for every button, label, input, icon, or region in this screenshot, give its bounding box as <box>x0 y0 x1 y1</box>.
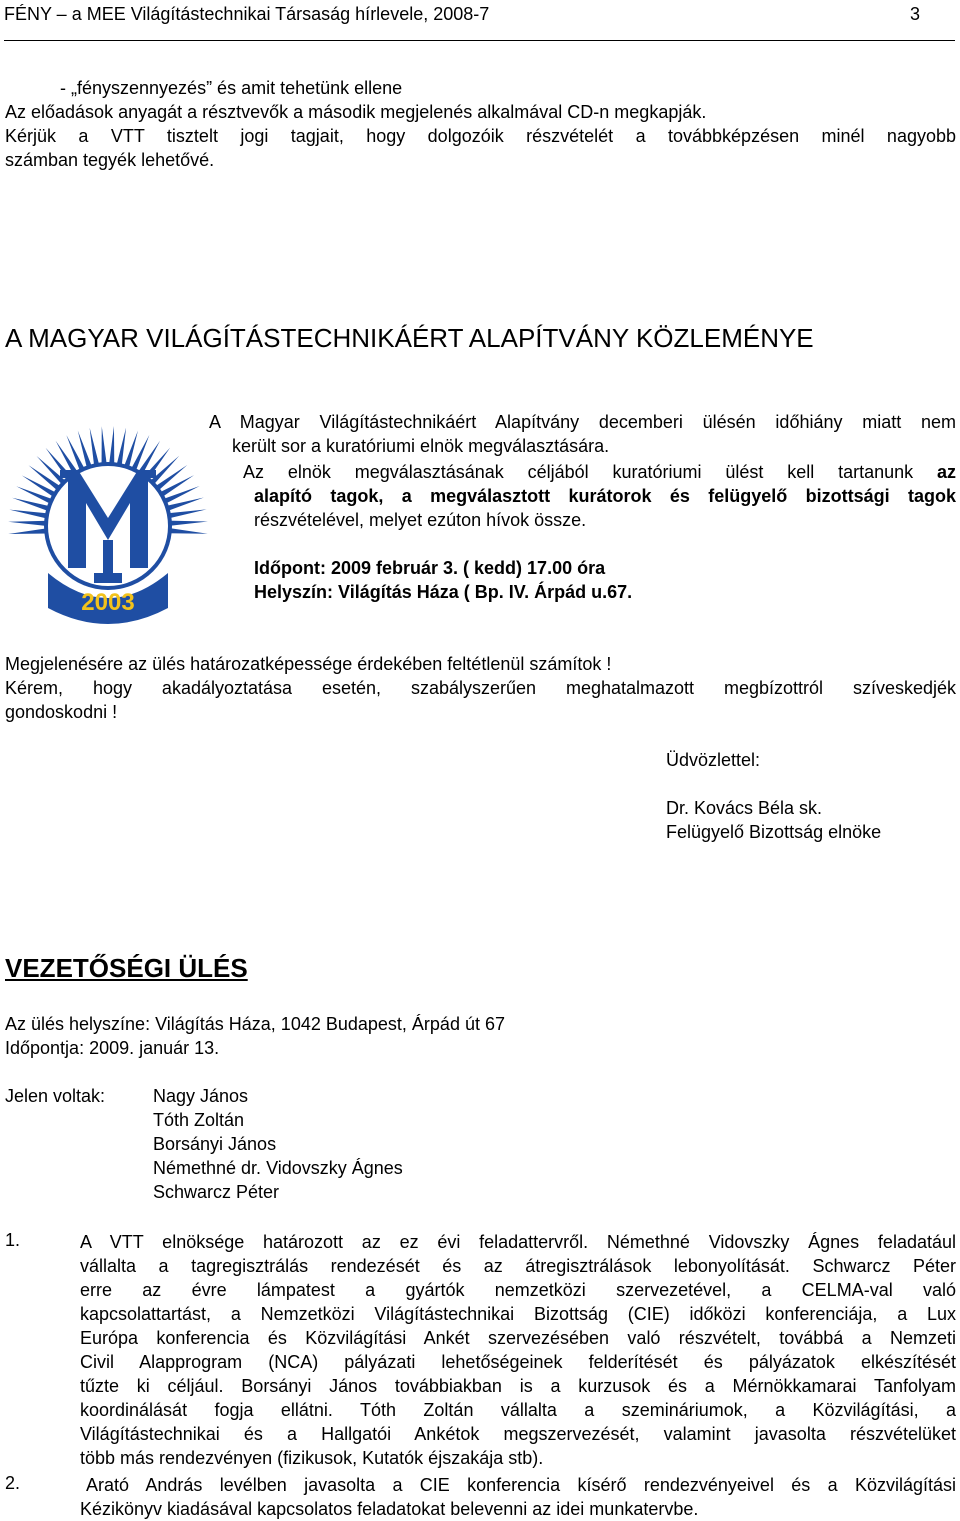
logo-ray <box>168 521 208 526</box>
logo-ray <box>116 428 126 468</box>
item-line: Világítástechnikai és a Hallgatói Ankétok megszervezését, valamint javasolta részvételüket <box>80 1424 956 1444</box>
logo-ray <box>102 426 107 466</box>
meeting-time: Időpont: 2009 február 3. ( kedd) 17.00 óra <box>254 558 606 578</box>
present-name: Schwarcz Péter <box>153 1182 280 1202</box>
item-line: Európa konferencia és Közvilágítási Ankét szervezésében való részvételt, továbbá a Nemzeti <box>80 1328 956 1348</box>
item-line: Civil Alapprogram (NCA) pályázati lehetőségeinek felderítését és pályázatok elkészítését <box>80 1352 956 1372</box>
logo-year: 2003 <box>81 589 135 616</box>
present-list <box>153 1084 403 1204</box>
foundation-p1-line1: A Magyar Világítástechnikáért Alapítvány decemberi ülésén időhiány miatt nem <box>209 412 956 432</box>
foundation-logo <box>8 408 208 646</box>
item-number: 2. <box>5 1473 21 1493</box>
foundation-heading: A MAGYAR VILÁGÍTÁSTECHNIKÁÉRT ALAPÍTVÁNY KÖZLEMÉNYE <box>5 323 814 353</box>
signer-title: Felügyelő Bizottság elnöke <box>666 822 882 842</box>
item-line: A VTT elnöksége határozott az ez évi feladattervről. Némethné Vidovszky Ágnes feladatául <box>80 1232 956 1252</box>
p2-normal: Az elnök megválasztásának céljából kuratóriumi ülést kell tartanunk <box>243 462 914 482</box>
item-text <box>80 1230 956 1470</box>
logo-ray <box>8 521 48 526</box>
meeting-venue: Az ülés helyszíne: Világítás Háza, 1042 Budapest, Árpád út 67 <box>5 1014 505 1034</box>
item-line: több más rendezvényen (fizikusok, Kutatók éjszakája stb). <box>80 1448 544 1468</box>
header-rule <box>4 40 955 41</box>
item-line: tűzte ki céljául. Borsányi János továbbiakban is a kurzusok és a Mérnökkamarai Tanfolyam <box>80 1376 956 1396</box>
item-line: kapcsolattartást, a Nemzetközi Világítástechnikai Bizottság (CIE) időközi konferenciája, a Lux <box>80 1304 956 1324</box>
intro-line-3: számban tegyék lehetővé. <box>5 150 215 170</box>
meeting-heading: VEZETŐSÉGI ÜLÉS <box>5 953 248 983</box>
logo-ray <box>8 528 48 534</box>
logo-ray <box>130 435 149 473</box>
intro-bullet: - „fényszennyezés” és amit tehetünk ellene <box>60 78 403 98</box>
foundation-p1-line2: került sor a kuratóriumi elnök megválasztására. <box>232 436 610 456</box>
logo-ray <box>90 428 100 468</box>
header-title: FÉNY – a MEE Világítástechnikai Társaság hírlevele, 2008-7 <box>4 4 490 24</box>
page-number: 3 <box>910 4 921 24</box>
present-name: Tóth Zoltán <box>153 1110 245 1130</box>
present-name: Nagy János <box>153 1086 249 1106</box>
present-label: Jelen voltak: <box>5 1086 106 1106</box>
logo-ray <box>109 426 114 466</box>
foundation-p2-line2: alapító tagok, a megválasztott kurátorok és felügyelő bizottsági tagok <box>254 486 956 506</box>
item-text <box>80 1473 956 1521</box>
item-line: vállalta a tagregisztrálás rendezését és az átregisztrálások lebonyolítását. Schwarcz Péter <box>80 1256 956 1276</box>
item-line: koordinálását fogja ellátni. Tóth Zoltán vállalta a szemináriumok, a Közvilágítási, a <box>80 1400 956 1420</box>
logo-ray <box>66 435 85 473</box>
foundation-p2-line1 <box>243 460 956 484</box>
logo-ray <box>168 528 208 534</box>
item-line: Arató András levélben javasolta a CIE konferencia kísérő rendezvényeivel és a Közvilágítási <box>86 1475 956 1495</box>
intro-line-1: Az előadások anyagát a résztvevők a második megjelenés alkalmával CD-n megkapják. <box>5 102 707 122</box>
logo-ray <box>167 509 207 518</box>
foundation-note-1: Megjelenésére az ülés határozatképessége érdekében feltétlenül számítok ! <box>5 654 612 674</box>
present-name: Némethné dr. Vidovszky Ágnes <box>153 1158 403 1178</box>
meeting-place: Helyszín: Világítás Háza ( Bp. IV. Árpád u.67. <box>254 582 633 602</box>
foundation-note-2: Kérem, hogy akadályoztatása esetén, szabályszerűen meghatalmazott megbízottról szíveskedjék <box>5 678 956 698</box>
item-number: 1. <box>5 1230 21 1250</box>
foundation-p2-line3: részvételével, melyet ezúton hívok össze. <box>254 510 587 530</box>
intro-line-2: Kérjük a VTT tisztelt jogi tagjait, hogy dolgozóik részvételét a továbbképzésen minél nagyobb <box>5 126 956 146</box>
p2-bold: az <box>936 462 956 482</box>
item-line: erre az évre lámpatest a gyártók nemzetközi szervezetével, a CELMA-val való <box>80 1280 956 1300</box>
foundation-note-3: gondoskodni ! <box>5 702 118 722</box>
meeting-date: Időpontja: 2009. január 13. <box>5 1038 220 1058</box>
greeting: Üdvözlettel: <box>666 750 761 770</box>
signer-name: Dr. Kovács Béla sk. <box>666 798 823 818</box>
logo-ray <box>9 510 49 519</box>
item-line: Kézikönyv kiadásával kapcsolatos feladatokat belevenni az idei munkatervbe. <box>80 1499 699 1519</box>
present-name: Borsányi János <box>153 1134 277 1154</box>
